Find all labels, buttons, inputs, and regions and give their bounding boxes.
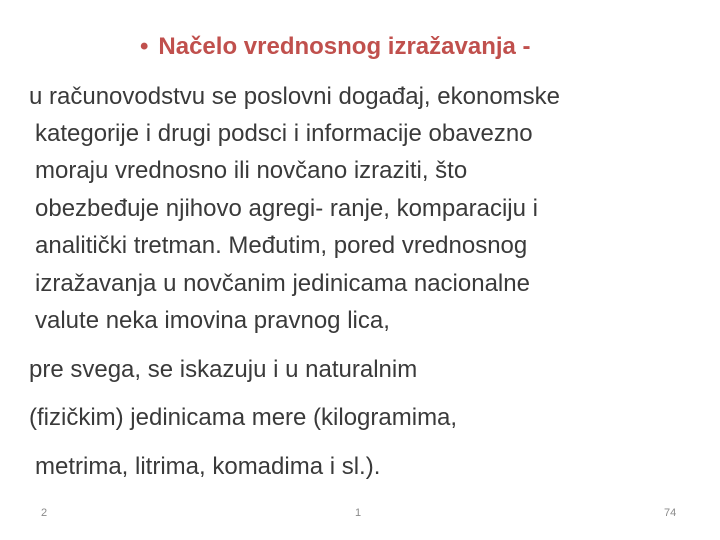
body-line: izražavanja u novčanim jedinicama nacionalne xyxy=(35,270,530,297)
body-line: obezbeđuje njihovo agregi- ranje, komparaciju i xyxy=(35,195,538,222)
body-line: (fizičkim) jedinicama mere (kilogramima, xyxy=(29,404,458,431)
footer-center-number: 1 xyxy=(355,507,362,519)
body-line: valute neka imovina pravnog lica, xyxy=(35,307,390,334)
heading-title: Načelo vrednosnog izražavanja - xyxy=(158,33,531,60)
footer-page-number: 74 xyxy=(664,507,677,519)
body-line: u računovodstvu se poslovni događaj, ekonomske xyxy=(29,83,560,110)
slide-heading xyxy=(140,31,531,63)
body-line: kategorije i drugi podsci i informacije obavezno xyxy=(35,120,533,147)
footer-left-number: 2 xyxy=(41,507,48,519)
body-line: metrima, litrima, komadima i sl.). xyxy=(35,453,381,480)
body-line: analitički tretman. Međutim, pored vrednosnog xyxy=(35,232,528,259)
body-line: moraju vrednosno ili novčano izraziti, što xyxy=(35,157,468,184)
bullet-icon: • xyxy=(140,33,149,60)
body-line: pre svega, se iskazuju i u naturalnim xyxy=(29,356,418,383)
